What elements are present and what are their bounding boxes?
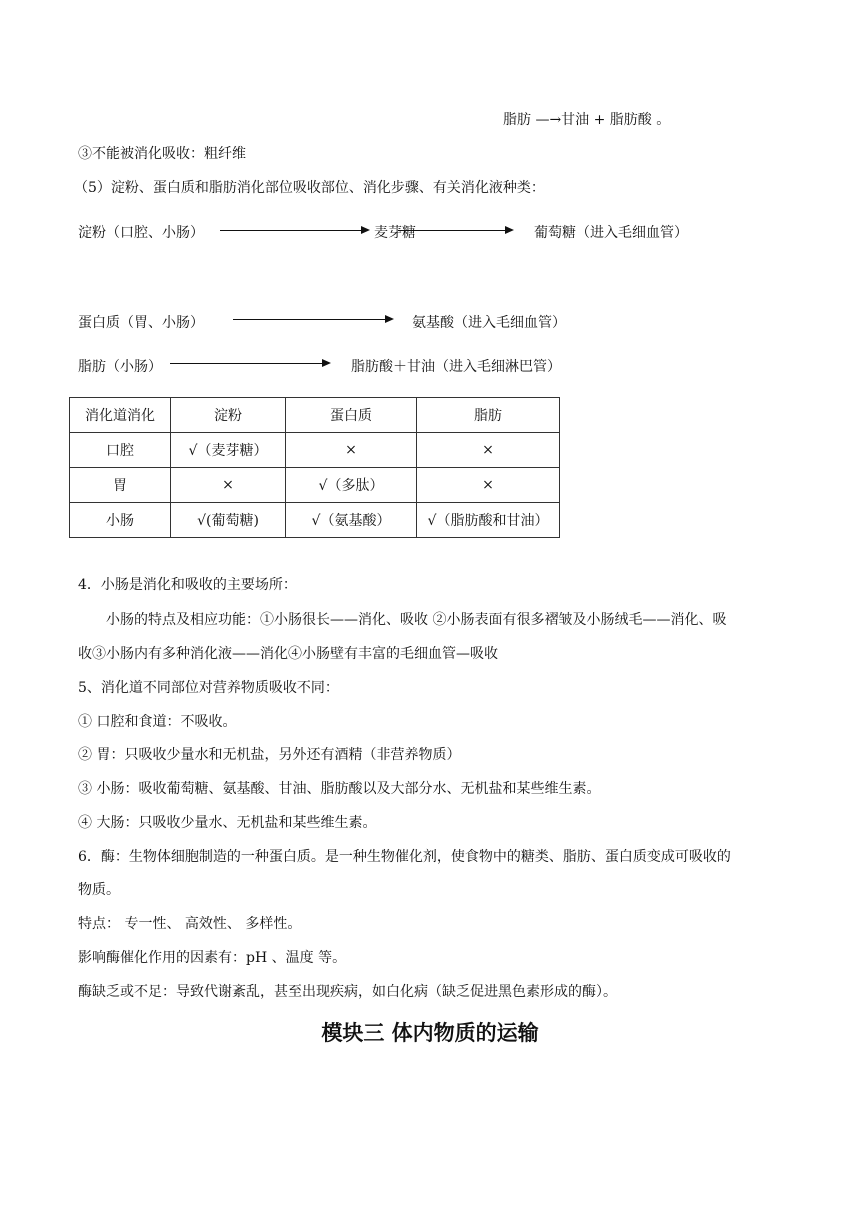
table-cell: × xyxy=(417,433,560,468)
fat-arrow-head xyxy=(322,359,331,367)
table-row xyxy=(70,468,560,503)
table-header-cell: 蛋白质 xyxy=(286,398,417,433)
protein-arrow-head xyxy=(385,315,394,323)
table-cell: × xyxy=(417,468,560,503)
section-5-heading: 5、消化道不同部位对营养物质吸收不同： xyxy=(78,680,339,696)
enzyme-factors: 影响酶催化作用的因素有：pH 、温度 等。 xyxy=(78,950,347,966)
fat-arrow xyxy=(170,363,323,364)
starch-flow-mid: 麦芽糖 xyxy=(374,225,416,241)
table-cell: √（多肽） xyxy=(286,468,417,503)
table-cell: √（氨基酸） xyxy=(286,503,417,538)
protein-flow-start: 蛋白质（胃、小肠） xyxy=(78,315,204,331)
enzyme-features: 特点： 专一性、 高效性、 多样性。 xyxy=(78,916,302,932)
protein-flow-end: 氨基酸（进入毛细血管） xyxy=(412,315,566,331)
starch-flow-start: 淀粉（口腔、小肠） xyxy=(78,225,204,241)
digestion-table xyxy=(69,397,560,538)
starch-arrow-2-head xyxy=(505,226,514,234)
section-4-heading: 4．小肠是消化和吸收的主要场所： xyxy=(78,577,297,593)
enzyme-deficiency: 酶缺乏或不足：导致代谢紊乱，甚至出现疾病，如白化病（缺乏促进黑色素形成的酶）。 xyxy=(78,984,617,1000)
section-5-item: ④ 大肠：只吸收少量水、无机盐和某些维生素。 xyxy=(78,815,377,831)
section-4-para-line2: 收③小肠内有多种消化液——消化④小肠壁有丰富的毛细血管—吸收 xyxy=(78,646,498,662)
table-cell: 小肠 xyxy=(70,503,171,538)
section-5-item: ① 口腔和食道：不吸收。 xyxy=(78,714,237,730)
fat-flow-end: 脂肪酸＋甘油（进入毛细淋巴管） xyxy=(351,359,561,375)
module-title: 模块三 体内物质的运输 xyxy=(321,1021,539,1045)
fat-equation: 脂肪 —→甘油 + 脂肪酸 。 xyxy=(503,112,671,128)
section-4-para-line1: 小肠的特点及相应功能：①小肠很长——消化、吸收 ②小肠表面有很多褶皱及小肠绒毛——消化、吸 xyxy=(106,612,727,628)
table-header-cell: 消化道消化 xyxy=(70,398,171,433)
table-cell: √（麦芽糖） xyxy=(171,433,286,468)
table-header-cell: 脂肪 xyxy=(417,398,560,433)
table-header-cell: 淀粉 xyxy=(171,398,286,433)
section-5-item: ② 胃：只吸收少量水和无机盐，另外还有酒精（非营养物质） xyxy=(78,747,461,763)
table-cell: × xyxy=(171,468,286,503)
table-cell: √(葡萄糖) xyxy=(171,503,286,538)
item-3-text: ③不能被消化吸收：粗纤维 xyxy=(78,146,246,162)
protein-arrow xyxy=(233,319,386,320)
section-6-line1: 6．酶：生物体细胞制造的一种蛋白质。是一种生物催化剂，使食物中的糖类、脂肪、蛋白质变成可吸收的 xyxy=(78,849,731,865)
item-5-heading: （5）淀粉、蛋白质和脂肪消化部位吸收部位、消化步骤、有关消化液种类： xyxy=(74,180,545,196)
table-cell: 胃 xyxy=(70,468,171,503)
table-cell: √（脂肪酸和甘油） xyxy=(417,503,560,538)
section-6-line2: 物质。 xyxy=(78,882,120,898)
section-5-item: ③ 小肠：吸收葡萄糖、氨基酸、甘油、脂肪酸以及大部分水、无机盐和某些维生素。 xyxy=(78,781,601,797)
starch-arrow-1-head xyxy=(361,226,370,234)
starch-arrow-2 xyxy=(398,230,506,231)
starch-flow-end: 葡萄糖（进入毛细血管） xyxy=(534,225,688,241)
table-cell: 口腔 xyxy=(70,433,171,468)
table-row xyxy=(70,503,560,538)
table-cell: × xyxy=(286,433,417,468)
starch-arrow-1 xyxy=(220,230,362,231)
table-row xyxy=(70,433,560,468)
table-header-row xyxy=(70,398,560,433)
fat-flow-start: 脂肪（小肠） xyxy=(78,359,162,375)
